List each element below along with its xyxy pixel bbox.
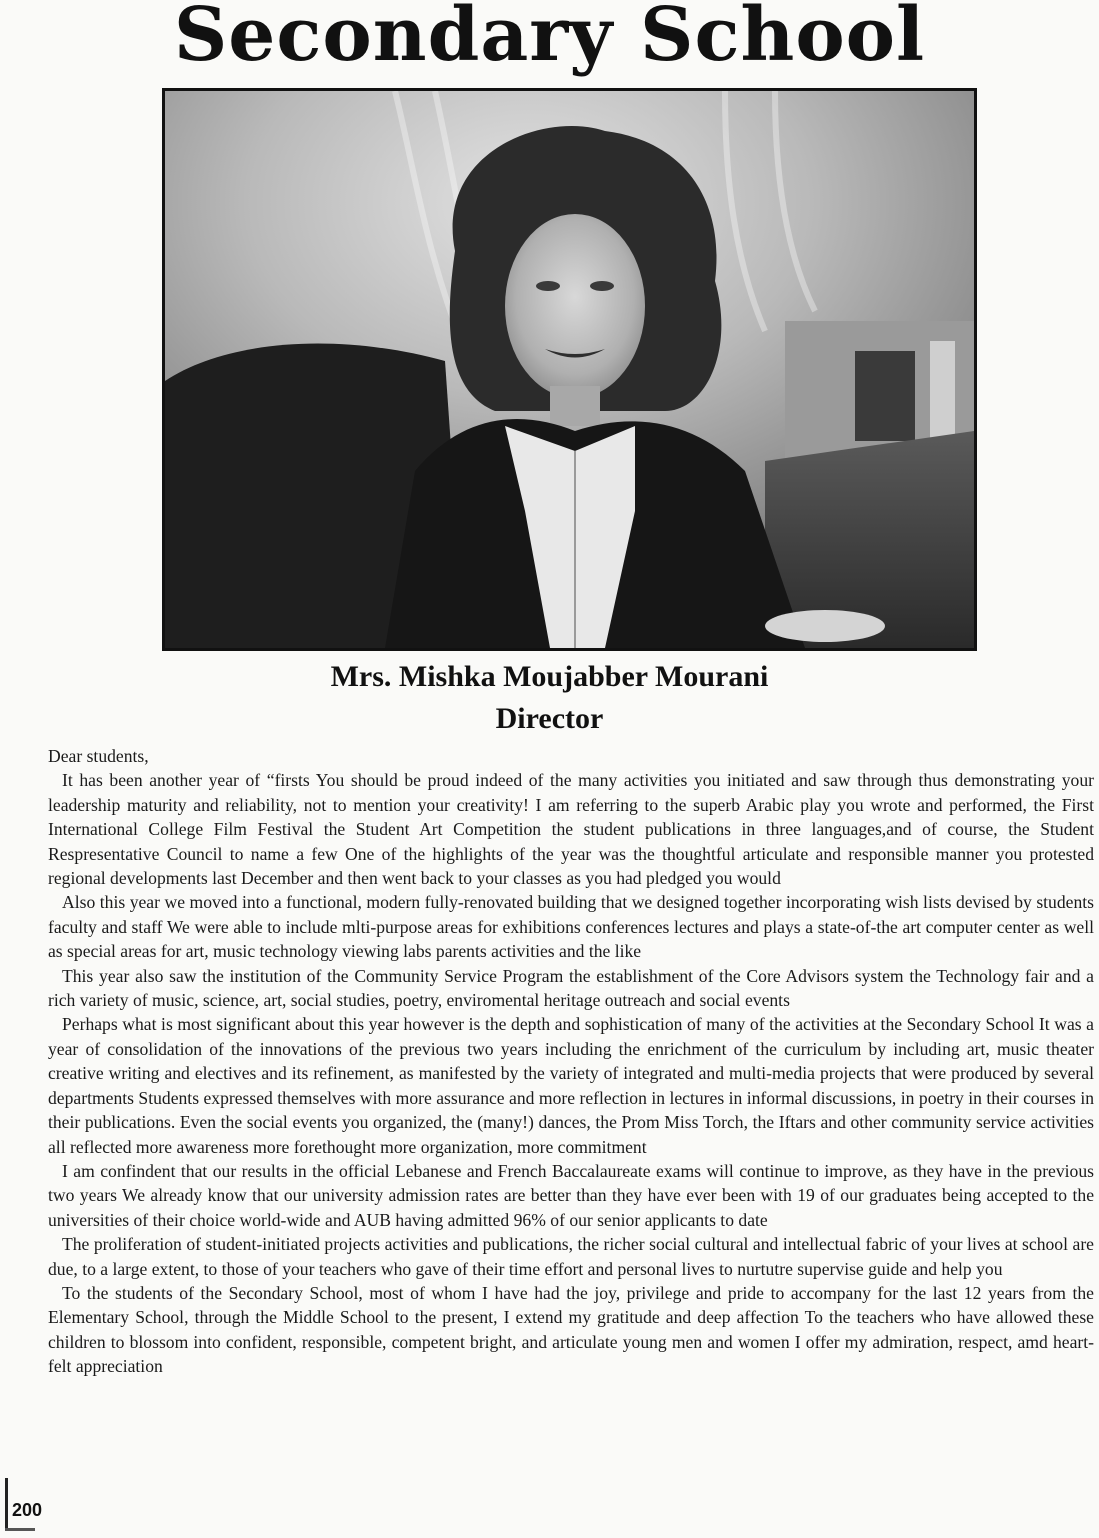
letter-paragraph: This year also saw the institution of the Community Service Program the establishment of the Core Advisors system the Technology fair and a rich variety of music, science, art, social studies, poetry, enviromental heritage outreach and social events <box>48 965 1094 1011</box>
page-edge-foot-rule <box>5 1528 35 1531</box>
page-edge-rule <box>5 1478 8 1528</box>
letter-paragraph: It has been another year of “firsts You should be proud indeed of the many activities you initiated and saw through thus demonstrating your leadership maturity and reliability, not to mention your creativity! I am referring to the superb Arabic play you wrote and performed, the First International College Film Festival the Student Art Competition the student publications in three languages,and of course, the Student Respresentative Council to name a few One of the highlights of the year was the thoughtful articulate and responsible manner you protested regional developments last December and then went back to your classes as you had pledged you would <box>48 770 1094 889</box>
letter-paragraph: Perhaps what is most significant about this year however is the depth and sophistication of many of the activities at the Secondary School It was a year of consolidation of the innovations of the previous two years including the enrichment of the curriculum by including art, music theater creative writing and electives and its refinement, as manifested by the variety of integrated and multi-media projects that were produced by several departments Students expressed themselves with more assurance and more reflection in lectures in informal discussions, in poetry in their courses in their publications. Even the social events you organized, the (many!) dances, the Prom Miss Torch, the Iftars and other community service activities all reflected more awareness more forethought more organization, more commitment <box>48 1014 1094 1157</box>
letter-paragraph: I am confindent that our results in the official Lebanese and French Baccalaureate exams will continue to improve, as they have in the previous two years We already know that our university admission rates are better than they have ever been with 19 of our graduates being accepted to the universities of their choice world-wide and AUB having admitted 96% of our senior applicants to date <box>48 1160 1094 1230</box>
letter-paragraph: Also this year we moved into a functional, modern fully-renovated building that we designed together incorporating wish lists devised by students faculty and staff We were able to include mlti-purpose areas for exhibitions conferences lectures and plays a state-of-the art computer center as well as special areas for art, music technology viewing labs parents activities and the like <box>48 892 1094 962</box>
director-letter <box>48 744 1094 1379</box>
letter-paragraph: To the students of the Secondary School, most of whom I have had the joy, privilege and pride to accompany for the last 12 years from the Elementary School, through the Middle School to the present, I extend my gratitude and deep affection To the teachers who have allowed these children to blossom into confident, responsible, competent bright, and articulate young men and women I offer my admiration, respect, amd heart-felt appreciation <box>48 1282 1094 1377</box>
page-title: Secondary School <box>173 0 926 78</box>
page-number: 200 <box>12 1500 43 1520</box>
letter-salutation: Dear students, <box>48 746 149 766</box>
letter-paragraph: The proliferation of student-initiated projects activities and publications, the richer social cultural and intellectual fabric of your lives at school are due, to a large extent, to those of your teachers who gave of their time effort and personal lives to nurtutre supervise guide and help you <box>48 1234 1094 1279</box>
director-portrait-photo <box>162 88 977 651</box>
portrait-photo-icon <box>165 91 974 648</box>
director-title: Director <box>495 702 604 735</box>
director-name: Mrs. Mishka Moujabber Mourani <box>330 660 769 693</box>
